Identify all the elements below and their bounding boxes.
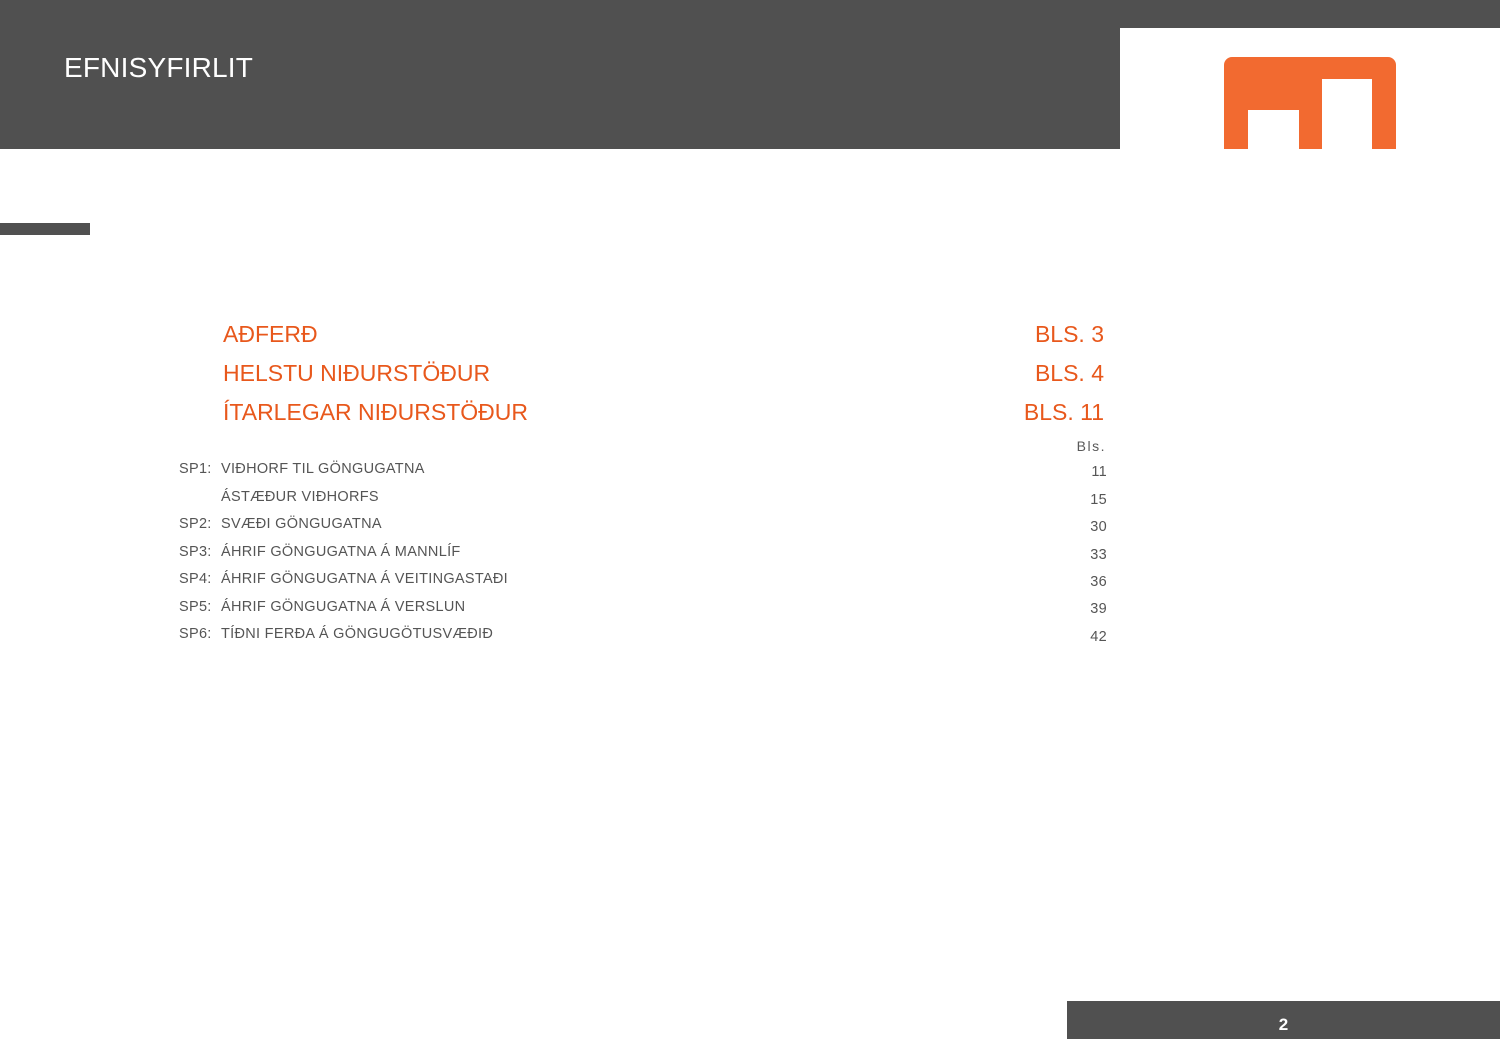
page-column-header: Bls. [1076, 438, 1106, 454]
page-title: EFNISYFIRLIT [64, 52, 254, 83]
toc-main-page: BLS. 11 [1023, 399, 1104, 425]
toc-sub-page: 36 [1090, 574, 1107, 590]
toc-sub-page: 15 [1090, 492, 1107, 508]
footer-bar [1067, 1001, 1500, 1039]
accent-divider [0, 223, 90, 235]
toc-sub-title: ÁHRIF GÖNGUGATNA Á VERSLUN [221, 599, 466, 615]
toc-main-label: ÍTARLEGAR NIÐURSTÖÐUR [223, 399, 528, 425]
toc-sub-title: ÁHRIF GÖNGUGATNA Á MANNLÍF [221, 544, 461, 560]
toc-sub-title: SVÆÐI GÖNGUGATNA [221, 516, 382, 532]
toc-main-label: AÐFERÐ [223, 321, 318, 347]
toc-sub-title: ÁHRIF GÖNGUGATNA Á VEITINGASTAÐI [221, 571, 509, 587]
toc-sub-page: 30 [1090, 519, 1107, 535]
toc-sub-code: SP1: [179, 461, 212, 477]
toc-sub-page: 39 [1090, 601, 1107, 617]
toc-sub-title: TÍÐNI FERÐA Á GÖNGUGÖTUSVÆÐIÐ [221, 626, 494, 642]
toc-sub-page: 11 [1091, 464, 1107, 480]
toc-sub-code: SP4: [179, 571, 212, 587]
logo-icon [1224, 57, 1396, 149]
toc-sub-page: 33 [1090, 547, 1107, 563]
toc-main-label: HELSTU NIÐURSTÖÐUR [223, 360, 491, 386]
logo-area [1120, 28, 1500, 149]
toc-main-page: BLS. 3 [1034, 321, 1104, 347]
toc-sub-code: SP6: [179, 626, 212, 642]
toc-sub-page: 42 [1090, 629, 1107, 645]
toc-sub-title: ÁSTÆÐUR VIÐHORFS [221, 489, 379, 505]
toc-main-page: BLS. 4 [1034, 360, 1104, 386]
toc-sub-code: SP5: [179, 599, 212, 615]
page-number: 2 [1278, 1015, 1289, 1034]
toc-sub-code: SP3: [179, 544, 212, 560]
toc-sub-code: SP2: [179, 516, 212, 532]
toc-sub-title: VIÐHORF TIL GÖNGUGATNA [221, 461, 425, 477]
